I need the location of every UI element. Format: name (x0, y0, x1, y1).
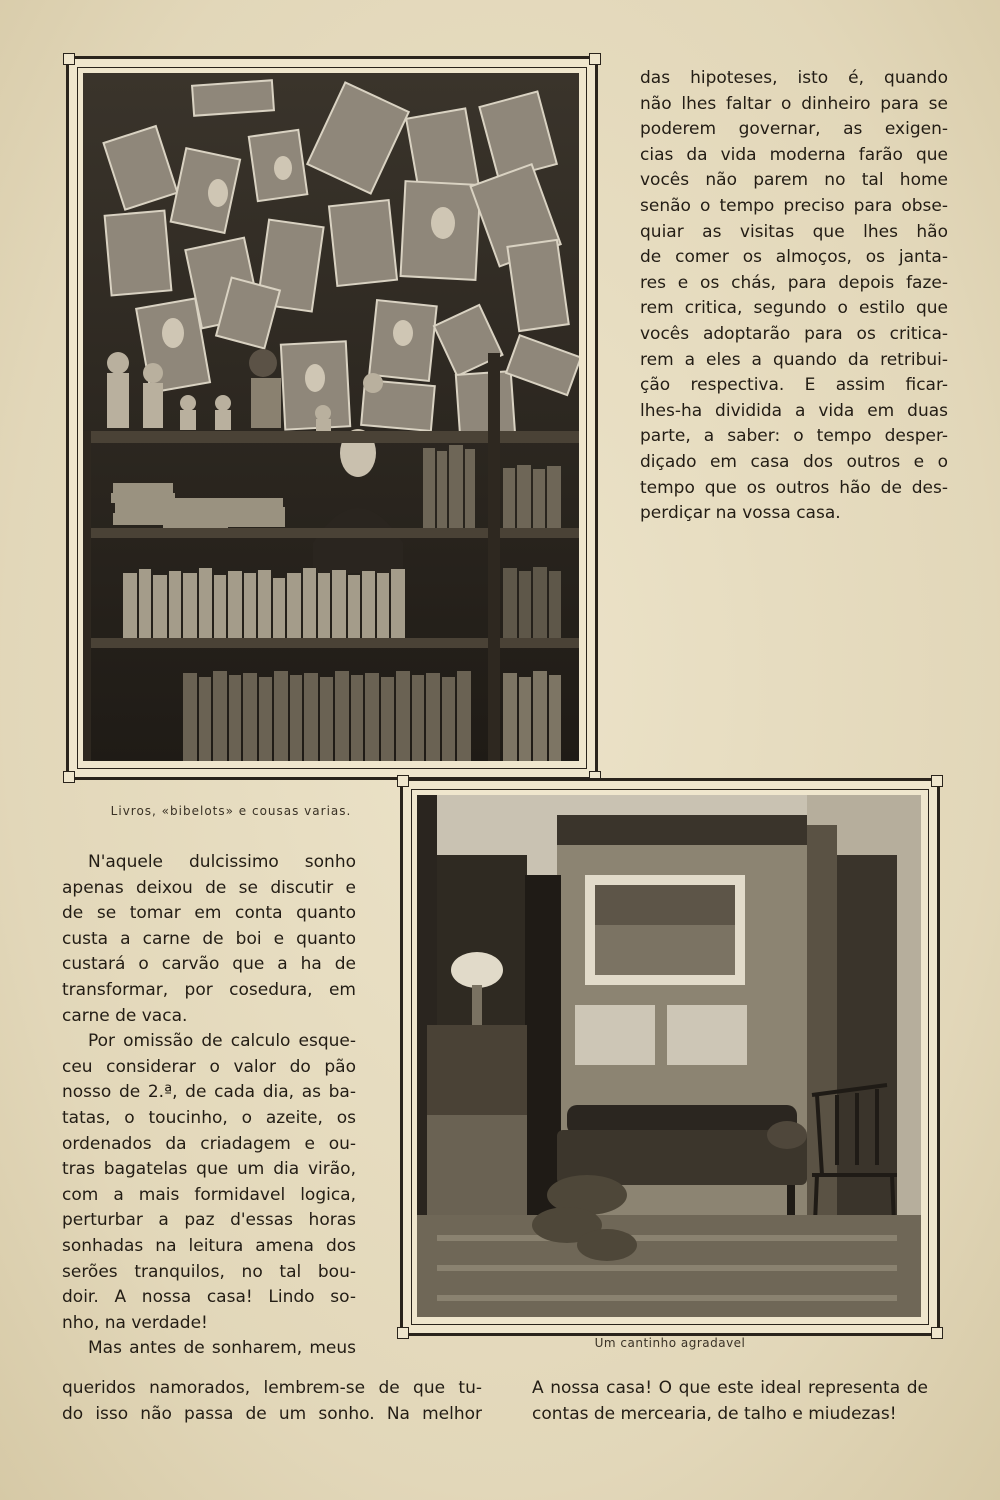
text-line: A nossa casa! O que este ideal representa de (532, 1378, 928, 1398)
text-line: doir. A nossa casa! Lindo so- (62, 1287, 356, 1308)
text-line: queridos namorados, lembrem-se de que tu- (62, 1378, 482, 1398)
text-line: vocês adoptarão para os critica- (640, 323, 948, 344)
text-line: tras bagatelas que um dia virão, (62, 1159, 356, 1180)
text-line: de se tomar em conta quanto (62, 903, 356, 924)
text-line: de comer os almoços, os janta- (640, 247, 948, 268)
text-line: rem critica, segundo o estilo que (640, 298, 948, 319)
text-line: tempo que os outros hão de des- (640, 477, 948, 498)
text-line: custa a carne de boi e quanto (62, 928, 356, 949)
text-line: custará o carvão que a ha de (62, 954, 356, 975)
text-line: N'aquele dulcissimo sonho (88, 852, 356, 872)
text-line: quiar as visitas que lhes hão (640, 221, 948, 242)
text-line: não lhes faltar o dinheiro para se (640, 93, 948, 114)
text-line: serões tranquilos, no tal bou- (62, 1261, 356, 1282)
text-line: vocês não parem no tal home (640, 170, 948, 191)
text-line: diçado em casa dos outros e o (640, 451, 948, 472)
text-line: rem a eles a quando da retribui- (640, 349, 948, 370)
text-line: Por omissão de calculo esque- (88, 1031, 356, 1052)
text-line: parte, a saber: o tempo desper- (640, 426, 948, 447)
text-line: cias da vida moderna farão que (640, 144, 948, 165)
right-photo-frame (400, 778, 940, 1336)
text-line: poderem governar, as exigen- (640, 119, 948, 140)
text-line: das hipoteses, isto é, quando (640, 68, 948, 88)
text-line: apenas deixou de se discutir e (62, 877, 356, 898)
text-line: do isso não passa de um sonho. Na melhor (62, 1403, 482, 1424)
text-line: carne de vaca. (62, 1005, 188, 1026)
left-column (62, 850, 356, 1362)
text-line: com a mais formidavel logica, (62, 1184, 356, 1205)
text-line: perturbar a paz d'essas horas (62, 1210, 356, 1231)
text-line: transformar, por cosedura, em (62, 979, 356, 1000)
text-line: perdiçar na vossa casa. (640, 503, 841, 524)
bottom-right-lines (532, 1376, 928, 1427)
text-line: nosso de 2.ª, de cada dia, as ba- (62, 1082, 356, 1103)
bookshelf-photo (83, 73, 579, 761)
text-line: contas de mercearia, de talho e miudezas! (532, 1403, 897, 1424)
right-photo-caption: Um cantinho agradavel (594, 1336, 746, 1350)
text-line: ceu considerar o valor do pão (62, 1056, 356, 1077)
text-line: Mas antes de sonharem, meus (88, 1338, 356, 1359)
text-line: ordenados da criadagem e ou- (62, 1133, 356, 1154)
top-right-column (640, 66, 948, 527)
text-line: lhes-ha dividida a vida em duas (640, 400, 948, 421)
sitting-room-photo (417, 795, 921, 1317)
left-photo-frame (66, 56, 598, 780)
left-photo-caption: Livros, «bibelots» e cousas varias. (110, 804, 352, 818)
text-line: nho, na verdade! (62, 1312, 208, 1333)
text-line: senão o tempo preciso para obse- (640, 195, 948, 216)
text-line: ção respectiva. E assim ficar- (640, 375, 948, 396)
text-line: tatas, o toucinho, o azeite, os (62, 1107, 356, 1128)
bottom-left-lines (62, 1376, 482, 1427)
text-line: res e os chás, para depois faze- (640, 272, 948, 293)
text-line: sonhadas na leitura amena dos (62, 1235, 356, 1256)
